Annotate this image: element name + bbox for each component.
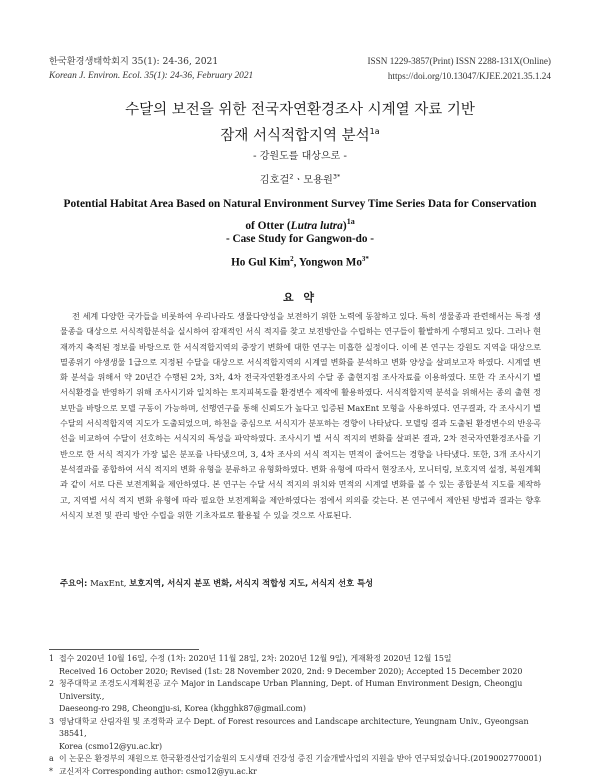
english-title-footnote-mark: 1a: [347, 217, 355, 226]
footnote-3: [49, 716, 553, 754]
footnote-continuation: Daeseong-ro 298, Cheongju-si, Korea (khgghk87@gmail.com): [59, 703, 553, 716]
footnote-corresponding: [49, 766, 553, 778]
keywords: [60, 577, 541, 589]
english-title: [60, 195, 540, 235]
korean-authors: [0, 171, 600, 186]
english-author-1-affil: 2: [290, 255, 294, 263]
korean-author-2-affil: 3*: [333, 173, 340, 181]
korean-title-line2-text: 잠재 서식적합지역 분석: [220, 128, 369, 144]
issn-line: ISSN 1229-3857(Print) ISSN 2288-131X(Online): [368, 54, 552, 69]
english-author-2: Yongwon Mo: [299, 257, 362, 269]
korean-author-1: 김호걸: [260, 175, 290, 186]
journal-header: [49, 54, 253, 84]
english-title-line2: [60, 213, 540, 235]
footnote-1: [49, 653, 553, 678]
footnote-text: 영남대학교 산림자원 및 조경학과 교수 Dept. of Forest resources and Landscape architecture, Yeungnam Univ., Gyeongsan 38541,: [59, 716, 553, 741]
korean-subtitle: - 강원도를 대상으로 -: [0, 147, 600, 162]
abstract-heading: 요 약: [0, 289, 600, 305]
english-author-1: Ho Gul Kim: [231, 257, 290, 269]
footnote-mark: *: [49, 766, 53, 778]
english-author-2-affil: 3*: [362, 255, 369, 263]
english-title-line1: Potential Habitat Area Based on Natural Environment Survey Time Series Data for Conservation: [60, 195, 540, 213]
species-name: Lutra lutra: [291, 220, 343, 232]
issn-doi-block: [368, 54, 552, 84]
footnotes: [49, 653, 553, 778]
english-subtitle: - Case Study for Gangwon-do -: [0, 233, 600, 245]
keywords-first: MaxEnt,: [87, 579, 129, 589]
english-author-separator: ,: [294, 257, 299, 269]
abstract-body: 전 세계 다양한 국가들을 비롯하여 우리나라도 생물다양성을 보전하기 위한 노력에 동참하고 있다. 특히 생물종과 관련해서는 특정 생물종을 대상으로 서식적합분석을 실시하여 잠재적인 서식 적지를 찾고 보전방안을 수립하는 연구들이 활발하게 수행되고 있다. 그러나 현재까지 축적된 정보를 바탕으로 한 서식적합지역의 중장기 변화에 대한 연구는 미흡한 실정이다. 이에 본 연구는 강원도 지역을 대상으로 멸종위기 야생생물 1급으로 지정된 수달을 대상으로 서식적합지역의 시계열 변화를 분석하고 변화 양상을 살펴보고자 하였다. 시계열 변화 분석을 위해서 약 20년간 수행된 2차, 3차, 4차 전국자연환경조사의 수달 종 출현지점 조사자료를 이용하였다. 또한 각 조사시기 별 서식환경을 반영하기 위해 조사시기와 일치하는 토지피복도를 환경변수 제작에 활용하였다. 서식적합지역 분석을 위해서는 종의 출현 정보만을 바탕으로 모델 구동이 가능하며, 선행연구를 통해 신뢰도가 높다고 입증된 MaxEnt 모형을 사용하였다. 연구결과, 각 조사시기 별 수달의 서식적합지역 지도가 도출되었으며, 하천을 중심으로 서식지가 분포하는 경향이 나타났다. 모델링 결과 도출된 환경변수의 반응곡선을 비교하여 수달이 선호하는 서식지의 특성을 파악하였다. 조사시기 별 서식 적지의 변화를 살펴본 결과, 2차 전국자연환경조사를 기반으로 한 서식 적지가 가장 넓은 분포를 나타냈으며, 3, 4차 조사의 서식 적지는 면적이 줄어드는 경향을 나타냈다. 또한, 3개 조사시기 분석결과를 종합하여 서식 적지의 변화 유형을 분류하고 유형화하였다. 변화 유형에 따라서 현장조사, 모니터링, 보호지역 설정, 복원계획과 같이 서로 다른 보전계획을 제안하였다. 본 연구는 수달 서식 적지의 위치와 면적의 시계열 변화를 볼 수 있는 종합분석 지도를 제작하고, 지역별 서식 적지 변화 유형에 따라 필요한 보전계획을 제안하였다는 점에서 의의를 갖는다. 본 연구에서 제안된 방법과 결과는 향후 서식지 보전 및 관리 방안 수립을 위한 기초자료로 활용될 수 있을 것으로 사료된다.: [60, 309, 541, 523]
footnote-continuation: Korea (csmo12@yu.ac.kr): [59, 741, 553, 754]
doi-link[interactable]: https://doi.org/10.13047/KJEE.2021.35.1.24: [368, 69, 552, 84]
english-title-pre: of Otter (: [245, 220, 290, 232]
footnote-continuation: Received 16 October 2020; Revised (1st: 28 November 2020, 2nd: 9 December 2020); Accepted 15 December 2020: [59, 666, 553, 679]
korean-author-1-affil: 2: [289, 173, 293, 181]
footnote-a: [49, 753, 553, 766]
korean-author-separator: ㆍ: [293, 175, 303, 186]
keywords-label: 주요어:: [60, 578, 87, 588]
korean-author-2: 모용원: [303, 175, 333, 186]
keywords-list: 보호지역, 서식지 분포 변화, 서식지 적합성 지도, 서식지 선호 특성: [129, 578, 373, 588]
journal-english-citation: Korean J. Environ. Ecol. 35(1): 24-36, February 2021: [49, 69, 253, 84]
footnote-mark: 3: [49, 716, 54, 729]
footnote-mark: a: [49, 753, 54, 766]
korean-title-line2: [0, 121, 600, 147]
journal-korean-citation: 한국환경생태학회지 35(1): 24-36, 2021: [49, 54, 253, 69]
footnote-text: 접수 2020년 10월 16일, 수정 (1차: 2020년 11월 28일, 2차: 2020년 12월 9일), 게재확정 2020년 12월 15일: [59, 653, 553, 666]
footnote-divider: [49, 649, 199, 650]
footnote-text: 교신저자 Corresponding author: csmo12@yu.ac.kr: [59, 766, 553, 778]
footnote-text: 이 논문은 환경부의 재원으로 한국환경산업기술원의 도시생태 건강성 증진 기술개발사업의 지원을 받아 연구되었습니다.(2019002770001): [59, 753, 553, 766]
korean-title: [0, 99, 600, 147]
footnote-mark: 1: [49, 653, 54, 666]
footnote-text: 청주대학교 조경도시계획전공 교수 Major in Landscape Urban Planning, Dept. of Human Environment Design, Cheongju University.,: [59, 678, 553, 703]
english-authors: [0, 255, 600, 269]
footnote-2: [49, 678, 553, 716]
korean-title-line1: 수달의 보전을 위한 전국자연환경조사 시계열 자료 기반: [0, 99, 600, 121]
english-title-post: ): [343, 220, 347, 232]
footnote-mark: 2: [49, 678, 54, 691]
korean-title-footnote-mark: 1a: [370, 127, 380, 136]
